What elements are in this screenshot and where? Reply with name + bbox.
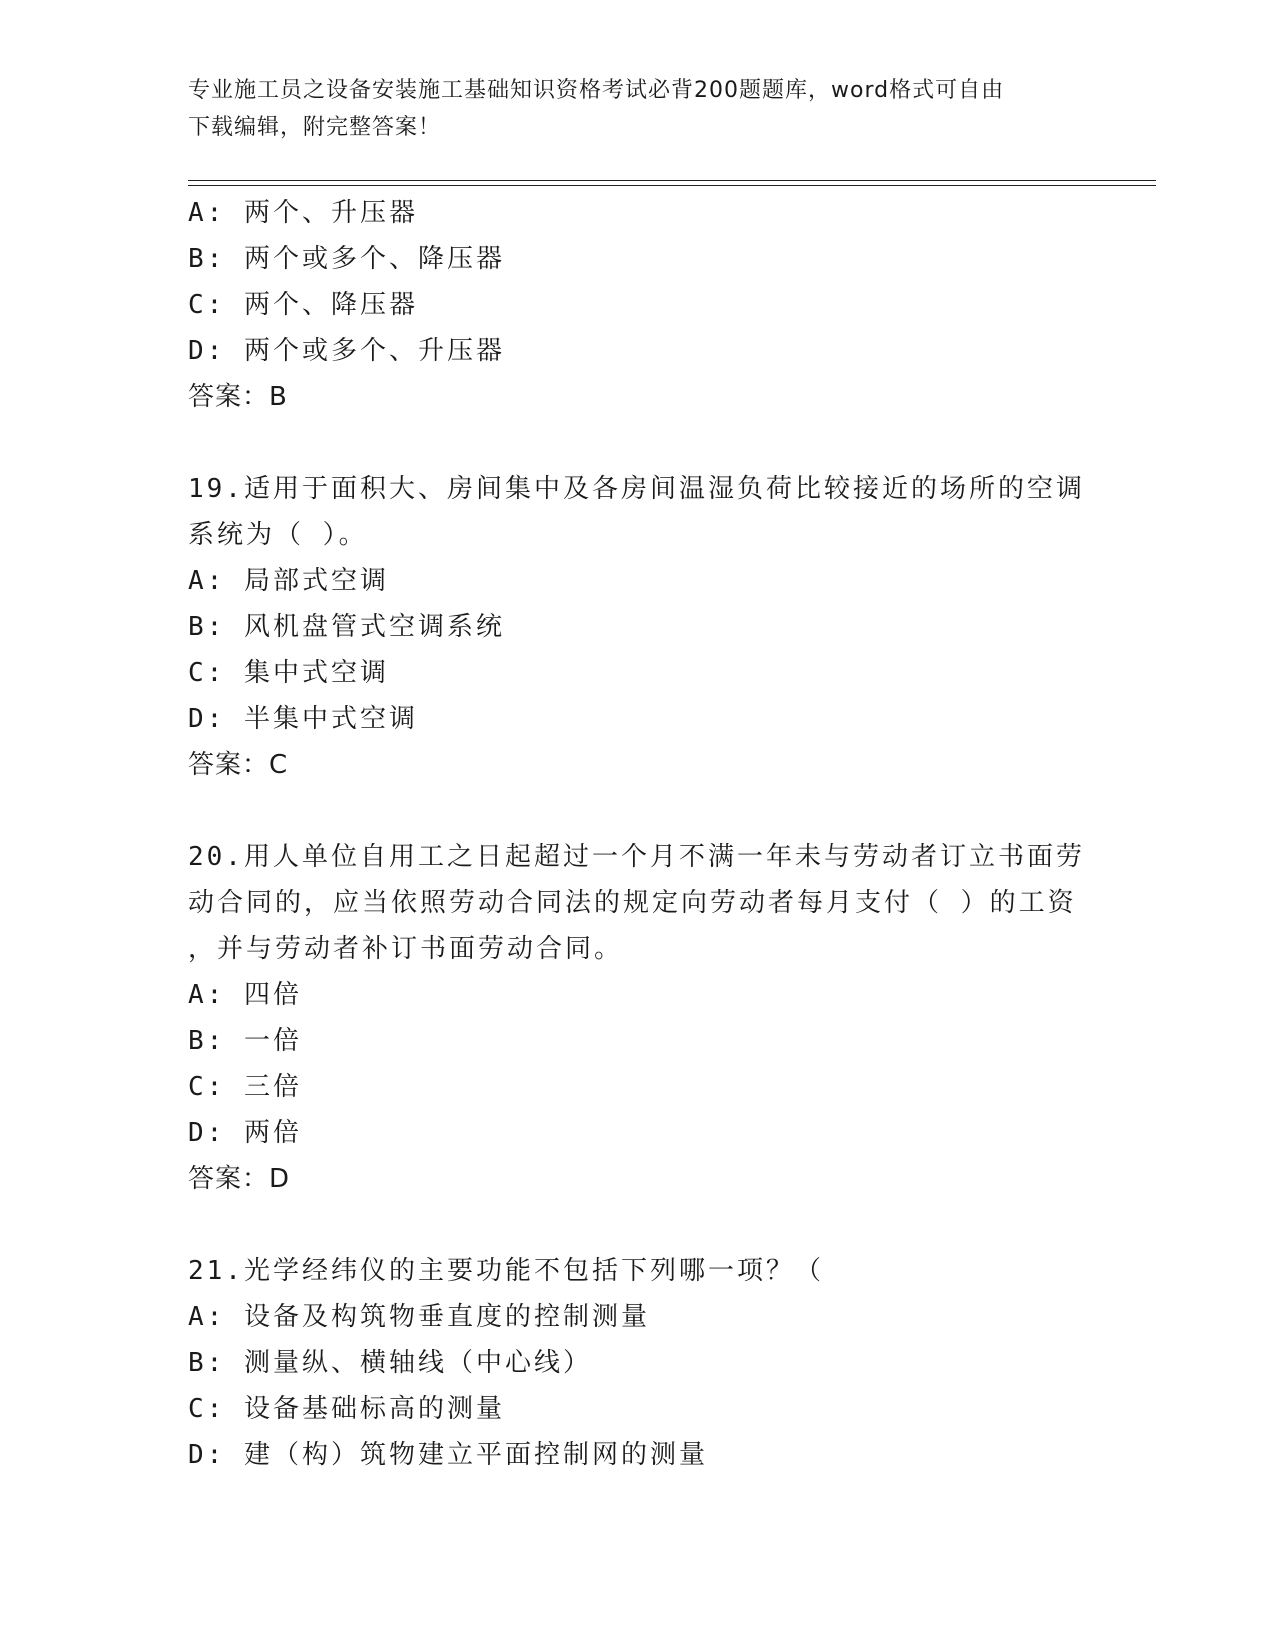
option-c: C: 两个、降压器 bbox=[188, 290, 418, 320]
answer-line: 答案：D bbox=[188, 1164, 291, 1194]
header-rule-bottom bbox=[188, 185, 1156, 186]
spacer bbox=[188, 788, 1088, 834]
question-19-block bbox=[188, 466, 1088, 788]
option-b: B: 风机盘管式空调系统 bbox=[188, 612, 505, 642]
option-d: D: 半集中式空调 bbox=[188, 704, 418, 734]
answer-line: 答案：C bbox=[188, 750, 289, 780]
question-20-block bbox=[188, 834, 1088, 1202]
option-d: D: 两倍 bbox=[188, 1118, 302, 1148]
option-c: C: 集中式空调 bbox=[188, 658, 389, 688]
option-a: A: 两个、升压器 bbox=[188, 198, 418, 228]
answer-line: 答案：B bbox=[188, 382, 288, 412]
header-line-1: 专业施工员之设备安装施工基础知识资格考试必背200题题库，word格式可自由 bbox=[188, 78, 1005, 103]
question-21-block bbox=[188, 1248, 1088, 1478]
option-b: B: 两个或多个、降压器 bbox=[188, 244, 505, 274]
question-stem-line: ，并与劳动者补订书面劳动合同。 bbox=[188, 934, 624, 964]
spacer bbox=[188, 1202, 1088, 1248]
question-stem-line: 19.适用于面积大、房间集中及各房间温湿负荷比较接近的场所的空调 bbox=[188, 474, 1085, 504]
question-content bbox=[188, 190, 1088, 1478]
question-stem-line: 21.光学经纬仪的主要功能不包括下列哪一项？（ bbox=[188, 1256, 824, 1286]
option-d: D: 建（构）筑物建立平面控制网的测量 bbox=[188, 1440, 708, 1470]
option-a: A: 设备及构筑物垂直度的控制测量 bbox=[188, 1302, 650, 1332]
document-header bbox=[188, 72, 1068, 146]
option-b: B: 一倍 bbox=[188, 1026, 302, 1056]
option-b: B: 测量纵、横轴线（中心线） bbox=[188, 1348, 592, 1378]
question-stem-line: 20.用人单位自用工之日起超过一个月不满一年未与劳动者订立书面劳 bbox=[188, 842, 1085, 872]
spacer bbox=[188, 420, 1088, 466]
option-c: C: 设备基础标高的测量 bbox=[188, 1394, 505, 1424]
header-rule-top bbox=[188, 180, 1156, 181]
header-line-2: 下载编辑，附完整答案！ bbox=[188, 115, 442, 140]
option-a: A: 局部式空调 bbox=[188, 566, 389, 596]
question-stem-line: 系统为（ ）。 bbox=[188, 520, 368, 550]
question-18-block bbox=[188, 190, 1088, 420]
question-stem-line: 动合同的，应当依照劳动合同法的规定向劳动者每月支付（ ）的工资 bbox=[188, 888, 1077, 918]
option-c: C: 三倍 bbox=[188, 1072, 302, 1102]
option-d: D: 两个或多个、升压器 bbox=[188, 336, 505, 366]
option-a: A: 四倍 bbox=[188, 980, 302, 1010]
